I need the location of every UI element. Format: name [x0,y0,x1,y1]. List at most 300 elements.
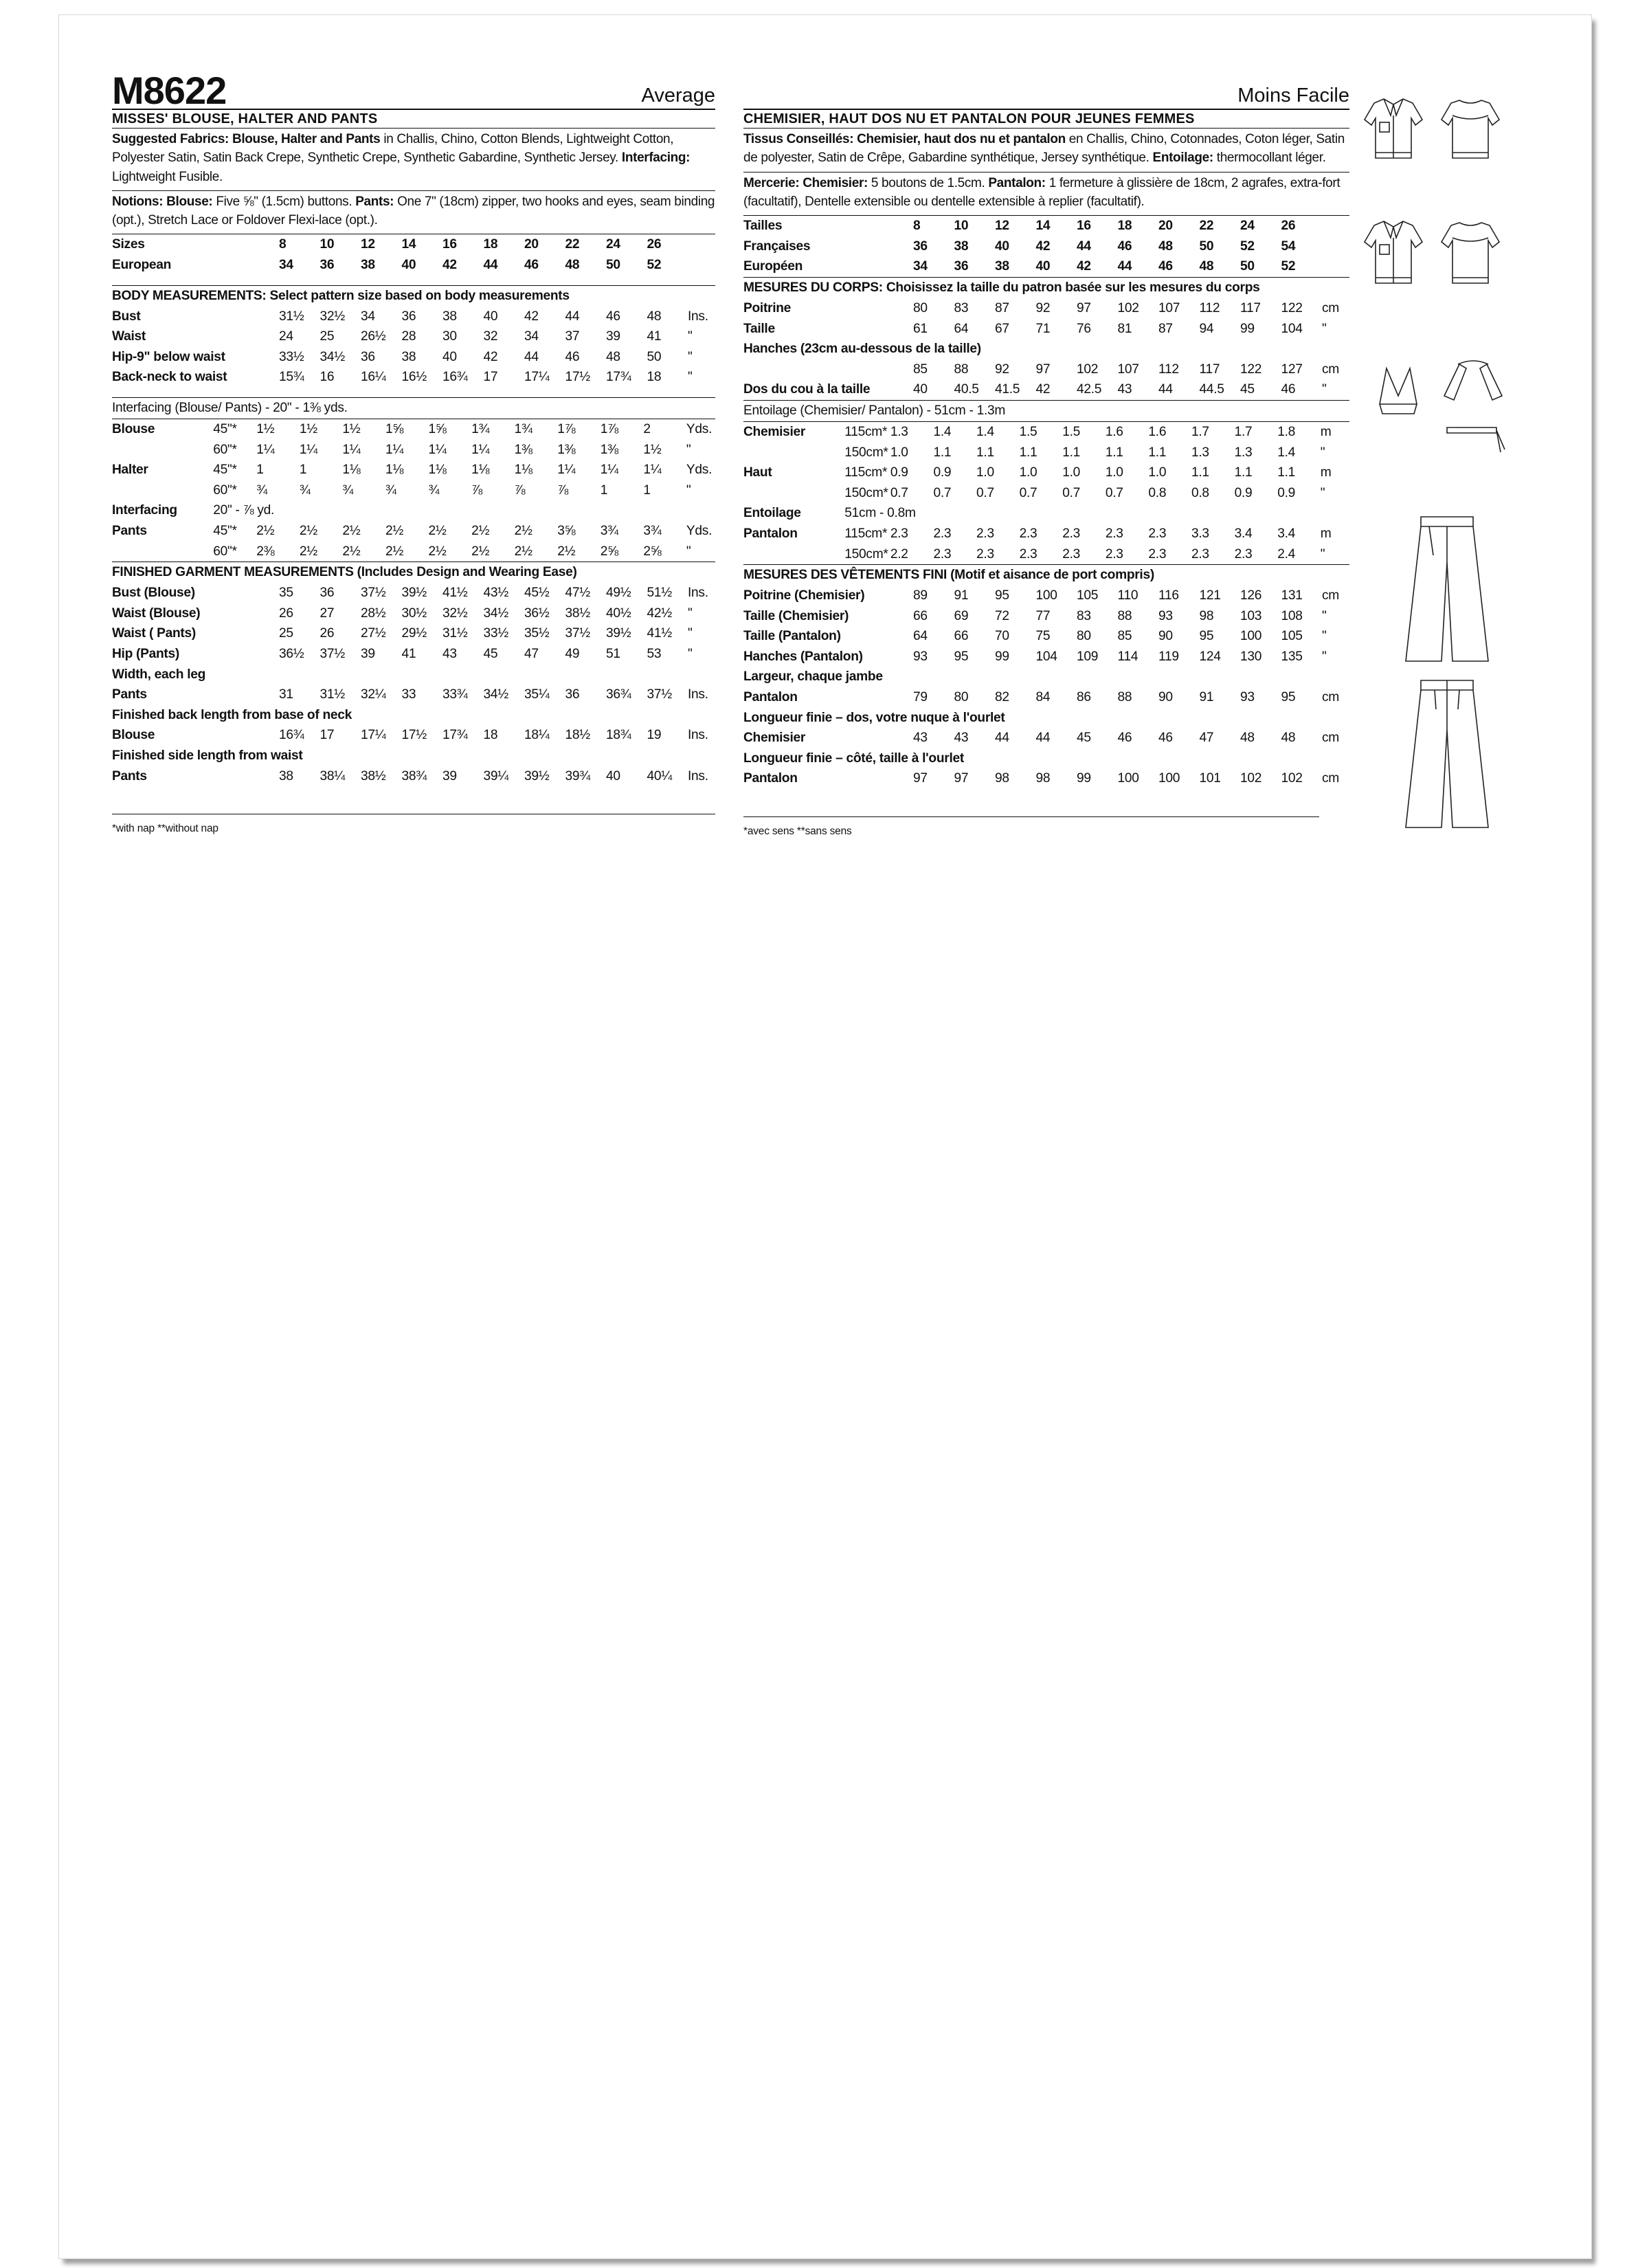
yardage-row-value: 1.1 [976,445,994,460]
yardage-row [743,503,1349,524]
finished-row-value: 38½ [565,605,590,621]
sizes-row-value: 10 [319,237,335,252]
finished-row-label: Largeur, chaque jambe [743,669,883,685]
yardage-row-value: 1.1 [1105,445,1123,460]
yardage-row-value: 2⅝ [600,544,618,559]
blouse-front-sketch [1363,95,1424,164]
finished-row-label: Waist ( Pants) [112,626,196,641]
european-sizes-row-fr-value: 50 [1240,259,1255,274]
notions-paragraph [112,192,715,230]
finished-row-value: 36½ [279,646,304,661]
finished-row-unit: Ins. [688,768,708,783]
finished-row-label: Finished back length from base of neck [112,707,352,722]
finished-row-unit: cm [1322,690,1339,705]
finished-row-value: 99 [1077,771,1091,786]
finished-row-value: 126 [1240,588,1262,603]
finished-row-value: 48 [1240,731,1255,746]
yardage-row-unit: " [1320,445,1325,460]
yardage-row-value: 1.7 [1234,424,1253,439]
french-sizes-row-value: 50 [1199,238,1214,254]
notions-blouse-fr: 5 boutons de 1.5cm. [867,175,989,190]
english-column [112,66,715,835]
yardage-row-value: 1.0 [1148,465,1167,480]
yardage-row-value: 1¼ [342,442,361,457]
body-row-value: 122 [1281,300,1303,315]
body-row-value: 42 [524,309,539,324]
difficulty-level-fr: Moins Facile [1237,85,1349,107]
finished-row [743,606,1349,627]
body-row-value: 88 [954,362,969,377]
halter-back-sketch [1439,359,1507,455]
finished-row-value: 26 [319,626,335,641]
notions-label: Notions: Blouse: [112,194,213,209]
yardage-row-label: Blouse [112,422,155,437]
notions-pants-label: Pants: [355,194,394,209]
finished-row-value: 28½ [361,605,386,621]
yardage-row-value: 1¼ [600,463,618,478]
finished-row-value: 39 [442,768,457,783]
yardage-row-unit: Yds. [686,422,713,437]
finished-row-value: 18½ [565,728,590,743]
finished-row-value: 97 [954,771,969,786]
yardage-row-value: 2.3 [1019,546,1037,562]
finished-row-value: 33¾ [442,687,468,702]
finished-row-value: 44 [995,731,1009,746]
yardage-row-value: 1.5 [1062,424,1081,439]
european-sizes-row-value: 38 [361,258,375,273]
french-sizes-row-value: 38 [954,238,969,254]
interfacing-yardage: Interfacing (Blouse/ Pants) - 20" - 1⅜ yds. [112,401,348,416]
yardage-row-value: 1¼ [428,442,447,457]
yardage-row-unit: m [1320,424,1332,439]
european-sizes-row-fr-value: 34 [913,259,928,274]
finished-row-value: 88 [1117,690,1132,705]
body-row-value: 18 [647,370,662,385]
body-row-label: Hip-9" below waist [112,349,225,364]
yardage-row-value: 1¼ [557,463,576,478]
european-sizes-row-fr-value: 46 [1158,259,1173,274]
european-sizes-row-fr-unit [1322,256,1349,277]
body-row-value: 44 [1158,382,1173,397]
yardage-row [112,460,715,480]
yardage-row-value: 1⅛ [514,463,532,478]
finished-row-value: 18 [483,728,498,743]
pattern-code: M8622 [112,69,227,112]
body-row-value: 24 [279,329,293,344]
yardage-row-value: ¾ [385,482,396,498]
yardage-row-value: 1.0 [890,445,908,460]
sizes-row-fr-label: Tailles [743,219,783,234]
european-sizes-row-value: 48 [565,258,580,273]
body-row-value: 99 [1240,321,1255,336]
yardage-row-value: 2 [643,422,651,437]
yardage-row-value: 0.8 [1191,485,1209,500]
interfacing-yardage-fr: Entoilage (Chemisier/ Pantalon) - 51cm - 1.3m [743,403,1006,418]
yardage-row-value: 1.4 [1277,445,1295,460]
yardage-row-width: 115cm* [844,526,888,541]
finished-row-value: 18¼ [524,728,550,743]
yardage-row-value: 2½ [342,524,361,539]
title-rule-fr [743,128,1349,129]
finished-row-value: 31½ [319,687,345,702]
yardage-row-value: 1.1 [1062,445,1081,460]
notions-pants-fr: 1 fermeture à glissière de 18cm, 2 agrafes, extra-fort (facultatif), Dentelle extensible ou dentelle extensible à replier (facultatif). [743,175,1340,209]
yardage-row-value: ¾ [256,482,267,498]
finished-row-label: Finished side length from waist [112,748,303,763]
body-row-value: 46 [606,309,620,324]
french-sizes-row-value: 54 [1281,238,1296,254]
finished-row-value: 66 [913,608,928,623]
body-row [743,298,1349,319]
finished-row-value: 43 [954,731,969,746]
finished-row-value: 29½ [401,626,427,641]
yardage-row-value: 2.3 [1191,546,1209,562]
body-row-unit: " [688,370,693,385]
finished-measurements-table [112,583,715,786]
finished-row-value: 101 [1199,771,1221,786]
finished-row-value: 93 [1240,690,1255,705]
blouse-back-sketch-2 [1440,217,1501,289]
finished-row-value: 98 [1199,608,1214,623]
pattern-title: MISSES' BLOUSE, HALTER AND PANTS [112,111,378,126]
european-sizes-row-value: 34 [279,258,293,273]
sizes-row-fr [743,216,1349,236]
pants-back-sketch [1402,678,1491,832]
fabrics-text-fr: en Challis, Chino, Cotonnades, Coton léger, Satin de polyester, Satin de Crêpe, Gabardine synthétique, Jersey synthétique. [743,132,1345,166]
body-row-value: 45 [1240,382,1255,397]
sizes-row-value: 14 [401,237,416,252]
yardage-row-value: 2.3 [933,526,952,541]
finished-row-value: 130 [1240,649,1262,664]
yardage-row [743,524,1349,544]
body-measurements-table-fr [743,298,1349,400]
body-row-value: 16 [319,370,335,385]
yardage-row-width: 51cm - 0.8m [844,506,916,521]
finished-row-value: 17 [319,728,335,743]
yardage-row-value: 1.7 [1191,424,1209,439]
body-row [112,367,715,388]
yardage-row-label [112,480,213,501]
finished-row-unit: " [1322,649,1327,664]
nap-footnote-fr: *avec sens **sans sens [743,825,852,838]
finished-row-value: 95 [1281,690,1296,705]
body-row-value: 42 [483,349,498,364]
finished-row-value: 51½ [647,586,672,601]
european-sizes-row-fr-label: Européen [743,259,803,274]
french-sizes-row-value: 40 [995,238,1009,254]
body-row-unit: " [688,329,693,344]
finished-row-value: 95 [1199,629,1214,644]
yardage-row-width: 150cm* [844,445,888,460]
sizes-row-value: 8 [279,237,287,252]
yardage-row-value: 2⅝ [643,544,662,559]
finished-row-value: 40 [606,768,620,783]
yardage-row-label [112,542,213,562]
finished-row-value: 70 [995,629,1009,644]
yardage-row-unit: " [686,442,691,457]
european-sizes-row-label: European [112,258,172,273]
finished-row-label: Poitrine (Chemisier) [743,588,865,603]
body-row-value: 127 [1281,362,1303,377]
finished-row-value: 38 [279,768,293,783]
finished-row [743,728,1349,748]
yardage-row-unit: m [1320,465,1332,480]
body-row-value: 33½ [279,349,304,364]
body-row-value: 117 [1240,300,1261,315]
finished-row-value: 33½ [483,626,508,641]
sizes-table [112,234,715,275]
finished-row-value: 66 [954,629,969,644]
finished-row-value: 41 [401,646,416,661]
finished-row-value: 100 [1158,771,1180,786]
yardage-row-unit: " [1320,546,1325,562]
body-row-value: 61 [913,321,928,336]
finished-row [743,708,1349,729]
yardage-row-value: ⅞ [557,482,568,498]
body-row-value: 17¾ [606,370,631,385]
finished-row-value: 34½ [483,687,508,702]
finished-row-label: Pants [112,687,147,702]
finished-row-value: 103 [1240,608,1262,623]
body-row-value: 92 [1035,300,1051,315]
finished-row-value: 27 [319,605,335,621]
yardage-row [743,544,1349,565]
yardage-row-unit: Yds. [686,463,713,478]
yardage-row-value: 1 [256,463,264,478]
interfacing-label: Interfacing: [621,151,691,166]
yardage-row-value: 3.4 [1277,526,1295,541]
fabrics-text: in Challis, Chino, Cotton Blends, Lightweight Cotton, Polyester Satin, Satin Back Crepe, Synthetic Crepe, Synthetic Gabardine, Synthetic Jersey. [112,132,674,166]
body-row-value: 87 [1158,321,1173,336]
sizes-row-fr-unit [1322,216,1349,236]
body-row-value: 41 [647,329,662,344]
finished-row-value: 35¼ [524,687,550,702]
finished-row-value: 91 [954,588,969,603]
body-row-value: 46 [1281,382,1296,397]
body-row-value: 17½ [565,370,590,385]
title-rule [112,128,715,129]
yardage-table-fr [743,422,1349,564]
yardage-row-value: 1⅛ [471,463,490,478]
finished-row-value: 119 [1158,649,1179,664]
finished-row-value: 37½ [319,646,345,661]
body-row-value: 26½ [361,329,386,344]
finished-row-label: Hanches (Pantalon) [743,649,863,664]
body-row-value: 50 [647,349,662,364]
yardage-row-value: 2.3 [1062,546,1081,562]
finished-row [112,623,715,644]
finished-row-value: 41½ [442,586,468,601]
yardage-row-width: 60"* [213,442,237,457]
yardage-row-value: 2½ [514,544,532,559]
yardage-row-width: 150cm* [844,546,888,562]
finished-row-label: Hip (Pants) [112,646,179,661]
finished-row-value: 90 [1158,690,1173,705]
fabrics-rule [112,190,715,191]
finished-row-value: 72 [995,608,1009,623]
yardage-row-unit: " [686,482,691,498]
body-row-value: 40 [483,309,498,324]
finished-row [112,746,715,766]
yardage-row-value: 0.7 [890,485,908,500]
sizes-table-fr [743,216,1349,277]
finished-row-unit: cm [1322,731,1339,746]
finished-row-label: Bust (Blouse) [112,586,195,601]
yardage-row-value: 1¾ [514,422,532,437]
finished-row-value: 38¾ [401,768,427,783]
finished-row-unit: Ins. [688,728,708,743]
yardage-row-value: 0.7 [1019,485,1037,500]
yardage-row-width: 115cm* [844,465,888,480]
body-row-value: 40 [913,382,928,397]
notions-pants-label-fr: Pantalon: [988,175,1046,190]
yardage-row-value: 2.2 [890,546,908,562]
finished-row-value: 35 [279,586,293,601]
fabrics-label-fr: Tissus Conseillés: Chemisier, haut dos nu et pantalon [743,132,1066,146]
sizes-row-fr-value: 26 [1281,219,1296,234]
finished-row-value: 37½ [565,626,590,641]
european-sizes-row-value: 50 [606,258,620,273]
finished-row-unit: Ins. [688,687,708,702]
notions-blouse: Five ⅝" (1.5cm) buttons. [212,194,356,209]
body-row-value: 16½ [401,370,427,385]
sizes-row-fr-value: 14 [1035,219,1051,234]
yardage-row-value: 1.1 [1234,465,1253,480]
french-sizes-row-value: 42 [1035,238,1051,254]
finished-row-value: 46 [1117,731,1132,746]
body-row-unit: cm [1322,300,1339,315]
finished-row-value: 121 [1199,588,1221,603]
interfacing-text-fr: thermocollant léger. [1213,151,1326,166]
finished-row-value: 79 [913,690,928,705]
fabrics-label: Suggested Fabrics: Blouse, Halter and Pants [112,132,381,146]
french-sizes-row [743,236,1349,257]
yardage-row [112,440,715,460]
finished-row-value: 51 [606,646,620,661]
body-row-value: 36 [361,349,375,364]
body-row-label: Taille [743,321,775,336]
body-row-value: 83 [954,300,969,315]
yardage-row-value: 1.1 [1191,465,1209,480]
yardage-row-label: Entoilage [743,506,801,521]
body-row-value: 44 [565,309,580,324]
finished-measurements-heading-fr: MESURES DES VÊTEMENTS FINI (Motif et aisance de port compris) [743,568,1154,583]
nap-footnote: *with nap **without nap [112,823,218,835]
yardage-row-value: 1.1 [1277,465,1295,480]
finished-row-value: 49½ [606,586,631,601]
finished-row-label: Blouse [112,728,155,743]
yardage-row-value: 1⅛ [428,463,447,478]
sizes-row [112,234,715,255]
french-sizes-row-value: 46 [1117,238,1132,254]
european-sizes-row-fr-value: 38 [995,259,1009,274]
body-row-unit: " [1322,382,1327,397]
yardage-row-label: Interfacing [112,503,177,518]
notions-label-fr: Mercerie: Chemisier: [743,175,868,190]
sizes-row-fr-value: 10 [954,219,969,234]
body-row [112,326,715,347]
finished-row [743,748,1349,769]
yardage-row-value: 1.3 [1234,445,1253,460]
body-row-value: 71 [1035,321,1051,336]
finished-row-value: 45 [483,646,498,661]
yardage-row-value: 1¾ [471,422,490,437]
yardage-row-value: 1.1 [933,445,952,460]
finished-row-value: 47 [1199,731,1214,746]
finished-row-unit: " [1322,629,1327,644]
yardage-row-value: 3⅝ [557,524,576,539]
yardage-row-value: 2.3 [1105,526,1123,541]
yardage-row-value: 1½ [342,422,361,437]
french-sizes-row-value: 36 [913,238,928,254]
yardage-row-width: 45"* [213,524,237,539]
yardage-row-value: 1.4 [933,424,952,439]
finished-row-value: 86 [1077,690,1091,705]
body-row-label: Dos du cou à la taille [743,382,871,397]
yardage-row-unit: m [1320,526,1332,541]
finished-row-value: 98 [1035,771,1051,786]
yardage-row-value: ⅞ [514,482,526,498]
finished-row-value: 89 [913,588,928,603]
body-row-value: 43 [1117,382,1132,397]
finished-row-value: 47 [524,646,539,661]
yardage-row-value: 2½ [557,544,576,559]
finished-row [112,665,715,685]
finished-measurements-heading: FINISHED GARMENT MEASUREMENTS (Includes Design and Wearing Ease) [112,565,577,580]
yardage-row-value: 2½ [514,524,532,539]
body-row-value: 17¼ [524,370,550,385]
yardage-row-value: 1⅛ [342,463,361,478]
french-column [743,66,1349,838]
finished-row-value: 40¼ [647,768,672,783]
finished-row-value: 39¼ [483,768,508,783]
yardage-row-width: 60"* [213,544,237,559]
finished-row-value: 43½ [483,586,508,601]
sizes-row-fr-value: 16 [1077,219,1091,234]
body-row-value: 30 [442,329,457,344]
finished-row-value: 93 [1158,608,1173,623]
yardage-row-label [743,443,844,463]
finished-row-value: 93 [913,649,928,664]
finished-row-value: 114 [1117,649,1138,664]
yardage-row-label [743,483,844,504]
yardage-row-value: 2.4 [1277,546,1295,562]
yardage-row-value: 2½ [256,524,275,539]
yardage-row-value: 1⅞ [600,422,618,437]
french-header [743,66,1349,109]
finished-row [743,586,1349,606]
fabrics-paragraph-fr [743,130,1349,168]
yardage-row-value: 2.3 [1105,546,1123,562]
finished-row-unit: cm [1322,588,1339,603]
body-row-value: 122 [1240,362,1262,377]
finished-row-value: 100 [1240,629,1262,644]
yardage-row-value: 2½ [342,544,361,559]
yardage-row-value: 2.3 [933,546,952,562]
finished-row-value: 69 [954,608,969,623]
finished-row-value: 38¼ [319,768,345,783]
finished-row-value: 45½ [524,586,550,601]
finished-row-label: Taille (Pantalon) [743,629,841,644]
yardage-row-value: 3¾ [643,524,662,539]
yardage-row [112,419,715,440]
body-row-label: Bust [112,309,141,324]
yardage-row-value: 2.3 [1148,546,1167,562]
yardage-row-unit: Yds. [686,524,713,539]
yardage-row-value: 1.0 [1019,465,1037,480]
sizes-row-label: Sizes [112,237,145,252]
yardage-row-value: 1.0 [976,465,994,480]
